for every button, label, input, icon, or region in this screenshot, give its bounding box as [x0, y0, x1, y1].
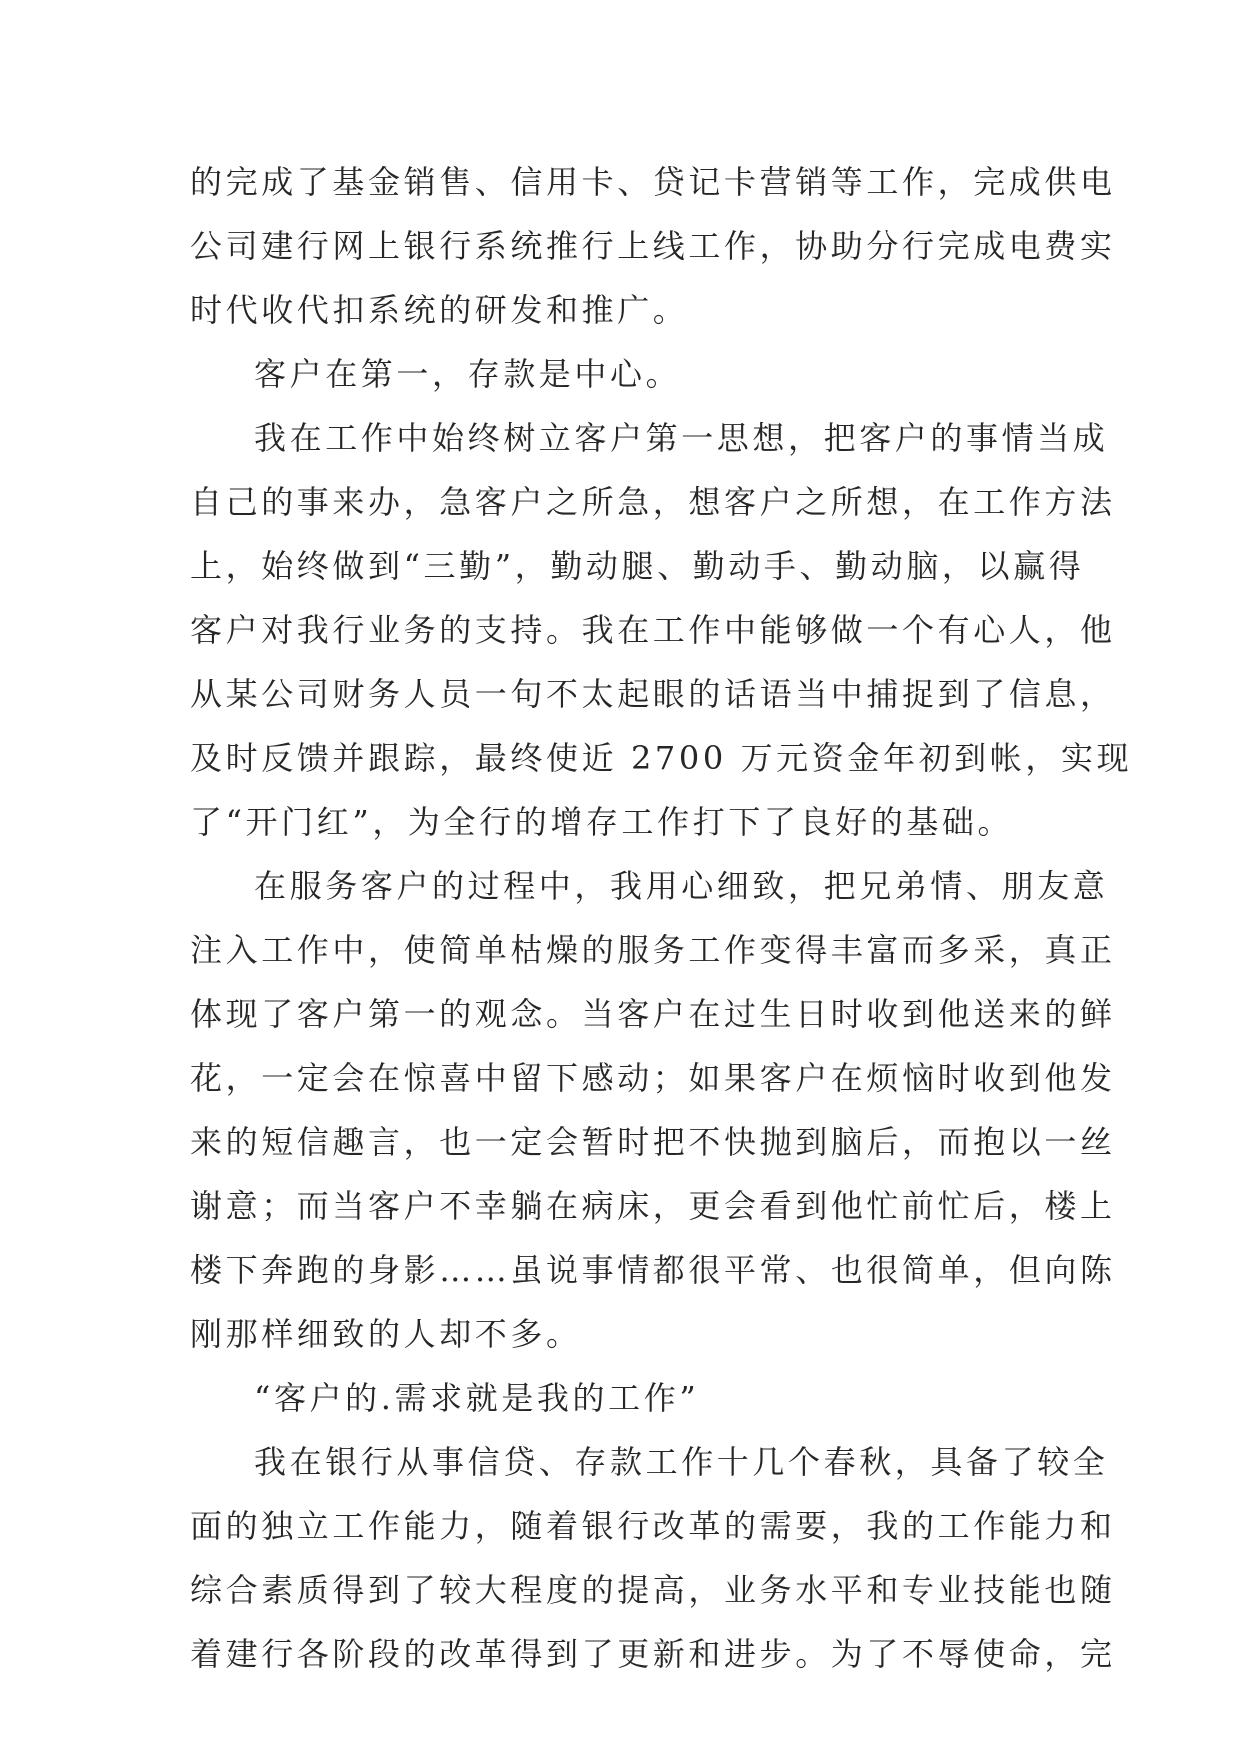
text-line: 面的独立工作能力，随着银行改革的需要，我的工作能力和 — [190, 1507, 1116, 1545]
text-line: “客户的.需求就是我的工作” — [254, 1379, 700, 1417]
text-line: 花，一定会在惊喜中留下感动；如果客户在烦恼时收到他发 — [190, 1059, 1116, 1097]
text-line: 体现了客户第一的观念。当客户在过生日时收到他送来的鲜 — [190, 995, 1116, 1033]
text-line: 从某公司财务人员一句不太起眼的话语当中捕捉到了信息， — [190, 675, 1116, 713]
text-line: 来的短信趣言，也一定会暂时把不快抛到脑后，而抱以一丝 — [190, 1123, 1116, 1161]
text-line: 谢意；而当客户不幸躺在病床，更会看到他忙前忙后，楼上 — [190, 1187, 1116, 1225]
text-line: 了“开门红”，为全行的增存工作打下了良好的基础。 — [190, 803, 1014, 841]
text-line: 上，始终做到“三勤”，勤动腿、勤动手、勤动脑，以赢得 — [190, 547, 1085, 585]
text-line: 楼下奔跑的身影……虽说事情都很平常、也很简单，但向陈 — [190, 1251, 1116, 1289]
document-body — [190, 150, 1133, 1686]
text-line: 的完成了基金销售、信用卡、贷记卡营销等工作，完成供电 — [190, 163, 1116, 201]
text-line: 客户对我行业务的支持。我在工作中能够做一个有心人，他 — [190, 611, 1116, 649]
text-line: 综合素质得到了较大程度的提高，业务水平和专业技能也随 — [190, 1571, 1116, 1609]
text-line: 刚那样细致的人却不多。 — [190, 1315, 582, 1353]
text-line: 注入工作中，使简单枯燥的服务工作变得丰富而多采，真正 — [190, 931, 1116, 969]
text-line: 在服务客户的过程中，我用心细致，把兄弟情、朋友意 — [254, 867, 1109, 905]
text-line: 公司建行网上银行系统推行上线工作，协助分行完成电费实 — [190, 227, 1116, 265]
text-line: 客户在第一，存款是中心。 — [254, 355, 682, 393]
text-line: 及时反馈并跟踪，最终使近 2700 万元资金年初到帐，实现 — [190, 739, 1133, 777]
text-line: 时代收代扣系统的研发和推广。 — [190, 291, 689, 329]
text-line: 自己的事来办，急客户之所急，想客户之所想，在工作方法 — [190, 483, 1116, 521]
text-line: 我在银行从事信贷、存款工作十几个春秋，具备了较全 — [254, 1443, 1109, 1481]
text-line: 我在工作中始终树立客户第一思想，把客户的事情当成 — [254, 419, 1109, 457]
text-line: 着建行各阶段的改革得到了更新和进步。为了不辱使命，完 — [190, 1635, 1116, 1673]
